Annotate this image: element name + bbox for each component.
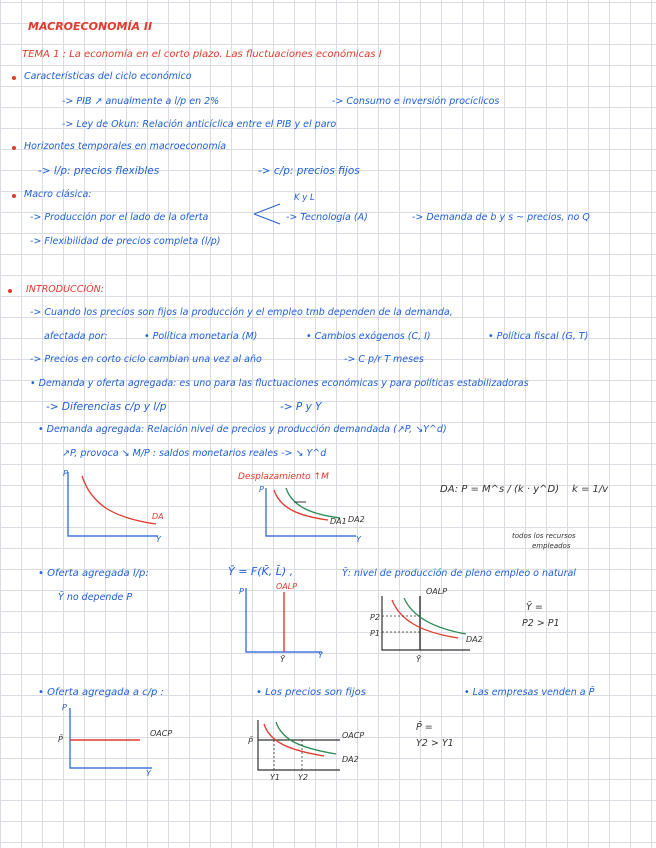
oalp-no-depende: Ȳ no depende P — [58, 592, 133, 603]
ciclo-line-1b: -> Consumo e inversión procíclicos — [332, 96, 500, 107]
oacp-da-graph — [244, 716, 374, 786]
svg-text:P: P — [259, 485, 264, 494]
svg-text:OALP: OALP — [426, 587, 448, 596]
k-formula: k = 1/v — [572, 484, 609, 495]
ciclo-line-2: -> Ley de Okun: Relación anticíclica entre el PIB y el paro — [62, 119, 337, 130]
svg-text:OACP: OACP — [342, 731, 365, 740]
politica-monetaria: • Política monetaria (M) — [144, 331, 258, 342]
svg-text:Y: Y — [318, 651, 323, 660]
horizontes-heading: Horizontes temporales en macroeconomía — [24, 141, 227, 152]
svg-text:P1: P1 — [370, 629, 380, 638]
kl-label: K y L — [294, 193, 315, 203]
horizontes-lp: -> l/p: precios flexibles — [38, 165, 160, 177]
ciclo-heading: Características del ciclo económico — [24, 71, 192, 82]
politica-fiscal: • Política fiscal (G, T) — [488, 331, 589, 342]
intro-diferencias: -> Diferencias c/p y l/p — [46, 401, 167, 413]
svg-text:P: P — [62, 703, 67, 712]
da-mecanismo: ↗P, provoca ↘ M/P : saldos monetarios reales -> ↘ Y^d — [62, 448, 327, 459]
oalp-heading: • Oferta agregada l/p: — [38, 568, 149, 579]
da1-label: DA1 — [330, 517, 347, 526]
svg-text:P: P — [239, 587, 244, 596]
bullet — [12, 194, 16, 198]
bullet — [12, 146, 16, 150]
da-graph — [60, 466, 170, 546]
clasica-line-2: -> Flexibilidad de precios completa (l/p) — [30, 236, 221, 247]
svg-text:DA2: DA2 — [342, 755, 359, 764]
da-formula: DA: P = M^s / (k · y^D) — [440, 484, 560, 495]
oacp-graph — [56, 702, 186, 780]
oalp-definicion: Ȳ: nivel de producción de pleno empleo o natural — [342, 568, 576, 579]
pbar-label: P̄ — [58, 735, 63, 744]
oalp-eq-2: P2 > P1 — [522, 618, 560, 629]
intro-da-oa: • Demanda y oferta agregada: es uno para las fluctuaciones económicas y para políticas estabilizadoras — [30, 378, 529, 389]
oalp-formula: Ȳ = F(K̄, L̄) , — [228, 565, 294, 578]
tecnologia: -> Tecnología (A) — [286, 212, 368, 223]
oacp-eq-2: Y2 > Y1 — [416, 738, 454, 749]
ciclo-line-1a: -> PIB ↗ anualmente a l/p en 2% — [62, 96, 220, 107]
da-label: DA — [152, 512, 164, 521]
note-empleados: empleados — [532, 542, 571, 550]
oacp-empresas: • Las empresas venden a P̄ — [464, 687, 595, 698]
intro-p-y: -> P y Y — [280, 401, 322, 413]
oacp-eq-1: P̄ = — [416, 722, 433, 733]
page-title: MACROECONOMÍA II — [28, 20, 153, 33]
tema-heading: TEMA 1 : La economía en el corto plazo. Las fluctuaciones económicas I — [22, 49, 382, 60]
svg-text:Ȳ: Ȳ — [416, 655, 421, 664]
note-recursos: todos los recursos — [512, 532, 576, 540]
demanda-precios: -> Demanda de b y s ~ precios, no Q — [412, 212, 590, 223]
oalp-graph — [238, 584, 328, 662]
intro-afectada: afectada por: — [44, 331, 108, 342]
da-shift-graph — [258, 484, 368, 544]
da2-label: DA2 — [348, 515, 365, 524]
cambios-exogenos: • Cambios exógenos (C, I) — [306, 331, 431, 342]
oacp-precios-fijos: • Los precios son fijos — [256, 687, 366, 698]
oacp-heading: • Oferta agregada a c/p : — [38, 687, 164, 698]
svg-text:P̄: P̄ — [248, 737, 253, 746]
clasica-line-1: -> Producción por el lado de la oferta — [30, 212, 209, 223]
desplazamiento-label: Desplazamiento ↑M — [238, 472, 329, 482]
oalp-label: OALP — [276, 582, 298, 591]
branch-arrow — [252, 202, 284, 226]
horizontes-cp: -> c/p: precios fijos — [258, 165, 360, 177]
svg-text:DA2: DA2 — [466, 635, 483, 644]
bullet — [12, 76, 16, 80]
intro-precios: -> Precios en corto ciclo cambian una vez al año — [30, 354, 262, 365]
intro-line-1: -> Cuando los precios son fijos la producción y el empleo tmb dependen de la demanda, — [30, 307, 453, 318]
svg-text:Y2: Y2 — [298, 773, 308, 782]
oalp-da-graph — [370, 584, 490, 664]
svg-text:Y: Y — [146, 769, 151, 778]
oacp-label: OACP — [150, 729, 173, 738]
oalp-eq-1: Ȳ = — [526, 602, 543, 613]
axis-y: Y — [156, 535, 161, 544]
svg-text:Y1: Y1 — [270, 773, 280, 782]
intro-heading: INTRODUCCIÓN: — [26, 284, 104, 295]
da-definicion: • Demanda agregada: Relación nivel de precios y producción demandada (↗P, ↘Y^d) — [38, 424, 447, 435]
macro-clasica-heading: Macro clásica: — [24, 189, 92, 200]
svg-text:Y: Y — [356, 535, 361, 544]
intro-meses: -> C p/r T meses — [344, 354, 424, 365]
bullet — [8, 289, 12, 293]
ybar-label: Ȳ — [280, 655, 285, 664]
axis-p: P — [63, 469, 68, 478]
svg-text:P2: P2 — [370, 613, 380, 622]
